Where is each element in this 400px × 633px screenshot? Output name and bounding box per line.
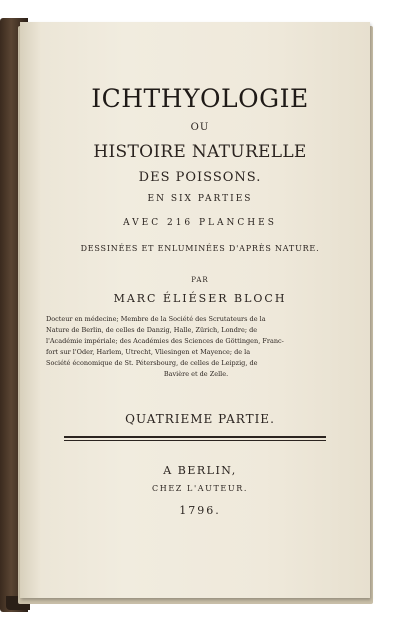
- book-title: ICHTHYOLOGIE: [91, 84, 309, 113]
- plates-description: DESSINÉES ET ENLUMINÉES D'APRÈS NATURE.: [80, 244, 320, 253]
- imprint-place: A BERLIN,: [163, 464, 237, 477]
- parts-count: EN SIX PARTIES: [147, 194, 253, 204]
- part-label: QUATRIEME PARTIE.: [125, 412, 275, 426]
- author-affiliation-line: fort sur l'Oder, Harlem, Utrecht, Vliesingen et Mayence; de la: [46, 348, 251, 356]
- by-label: PAR: [191, 276, 209, 284]
- imprint-publisher: CHEZ L'AUTEUR.: [152, 484, 248, 493]
- author-affiliation-line: Bavière et de Zelle.: [163, 370, 229, 378]
- divider-rule-thin: [64, 440, 326, 441]
- plates-count: AVEC 216 PLANCHES: [123, 218, 277, 228]
- author-affiliation-line: Nature de Berlin, de celles de Danzig, Halle, Zürich, Londre; de: [46, 326, 258, 334]
- author-name: MARC ÉLIÉSER BLOCH: [113, 292, 287, 305]
- author-affiliation-line: Société économique de St. Pétersbourg, de celles de Leipzig, de: [46, 359, 258, 367]
- book-subject: DES POISSONS.: [138, 170, 262, 185]
- title-page: [20, 22, 370, 598]
- divider-rule: [64, 436, 326, 438]
- title-conjunction: OU: [190, 122, 210, 133]
- author-affiliation-line: l'Académie impériale; des Académies des Sciences de Göttingen, Franc-: [46, 337, 284, 345]
- author-affiliation-line: Docteur en médecine; Membre de la Société des Scrutateurs de la: [46, 315, 266, 323]
- imprint-year: 1796.: [179, 504, 221, 517]
- book-subtitle: HISTOIRE NATURELLE: [93, 142, 307, 162]
